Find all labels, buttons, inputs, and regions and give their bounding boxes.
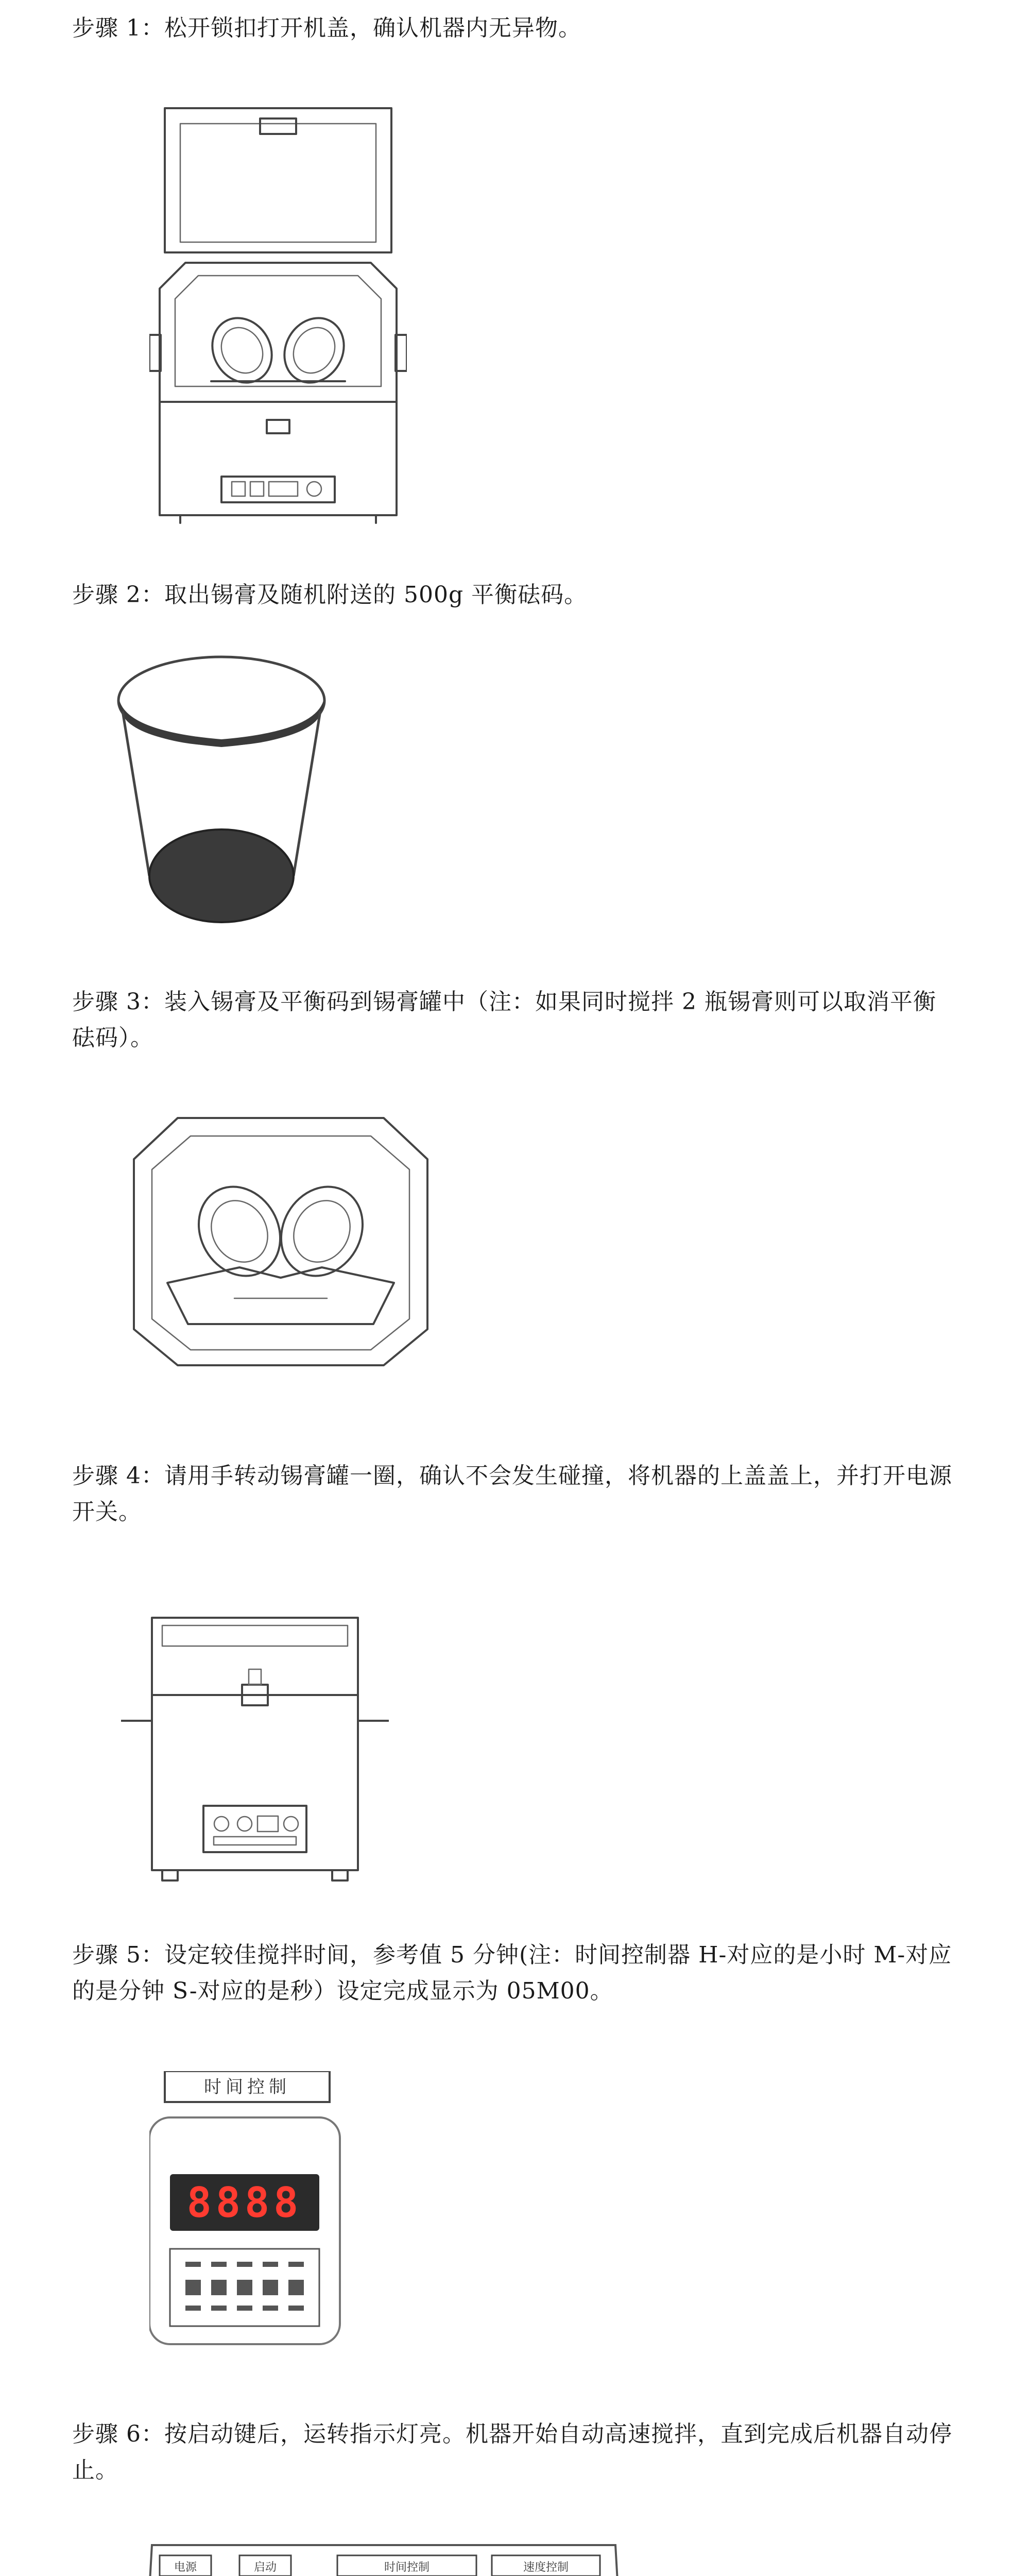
- time-controller-title: 时间控制: [204, 2077, 290, 2097]
- control-panel-figure: [136, 2540, 631, 2576]
- step-5-text: 步骤 5：设定较佳搅拌时间，参考值 5 分钟(注：时间控制器 H-对应的是小时 M-对应的是分钟 S-对应的是秒）设定完成显示为 05M00。: [72, 1942, 952, 2004]
- time-controller-figure: [149, 2071, 345, 2349]
- mixer-closed-figure: [121, 1607, 389, 1896]
- panel-header-time: 时间控制: [384, 2561, 430, 2574]
- panel-header-power: 电源: [174, 2561, 197, 2574]
- step-2-text: 步骤 2：取出锡膏及随机附送的 500g 平衡砝码。: [72, 582, 588, 608]
- panel-header-speed: 速度控制: [523, 2561, 569, 2574]
- balance-weight-figure: [113, 649, 330, 938]
- step-6-text: 步骤 6：按启动键后，运转指示灯亮。机器开始自动高速搅拌，直到完成后机器自动停止。: [72, 2421, 952, 2483]
- step-1-text: 步骤 1：松开锁扣打开机盖，确认机器内无异物。: [72, 15, 581, 41]
- panel-header-start: 启动: [253, 2561, 277, 2574]
- mixer-open-lid-figure: [149, 93, 407, 526]
- mixer-interior-figure: [131, 1113, 430, 1370]
- step-4-text: 步骤 4：请用手转动锡膏罐一圈，确认不会发生碰撞，将机器的上盖盖上，并打开电源开关。: [72, 1463, 952, 1525]
- time-display: 8888: [186, 2179, 303, 2227]
- step-3-text: 步骤 3：装入锡膏及平衡码到锡膏罐中（注：如果同时搅拌 2 瓶锡膏则可以取消平衡砝码）。: [72, 989, 936, 1051]
